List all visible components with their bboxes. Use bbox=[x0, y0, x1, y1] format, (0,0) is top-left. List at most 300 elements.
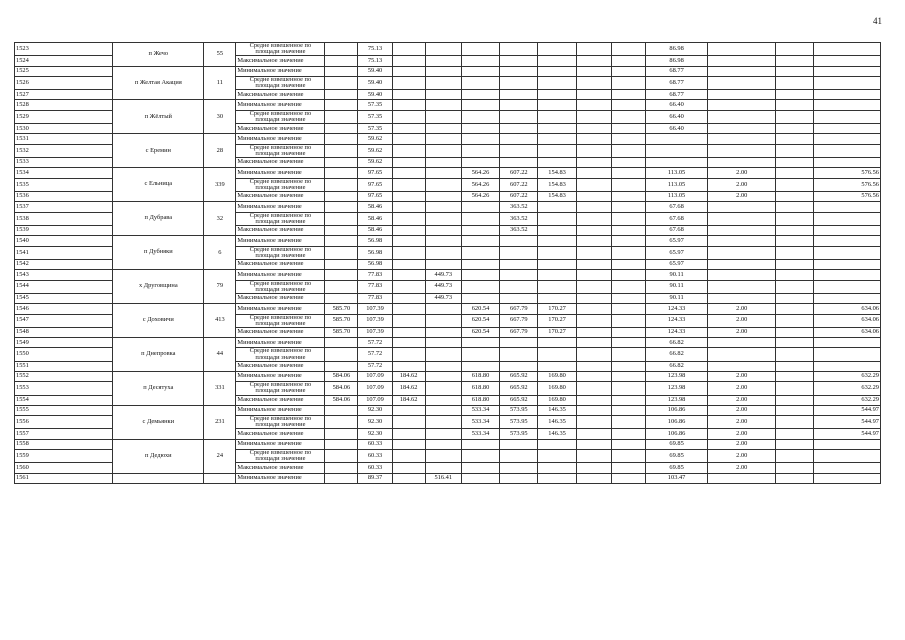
value-cell bbox=[813, 90, 880, 100]
value-cell bbox=[708, 66, 776, 76]
value-cell bbox=[813, 236, 880, 246]
value-cell bbox=[500, 90, 538, 100]
value-cell bbox=[576, 293, 611, 303]
value-cell bbox=[538, 225, 576, 235]
value-cell: 584.06 bbox=[325, 382, 358, 395]
settlement-name-cell: с Ельница bbox=[113, 168, 204, 202]
value-cell: 123.98 bbox=[646, 371, 708, 381]
value-cell bbox=[461, 76, 499, 89]
value-cell bbox=[461, 56, 499, 66]
value-cell: 57.72 bbox=[358, 348, 392, 361]
value-cell bbox=[576, 90, 611, 100]
value-cell bbox=[576, 348, 611, 361]
value-cell bbox=[576, 212, 611, 225]
value-cell bbox=[538, 90, 576, 100]
value-cell bbox=[425, 66, 461, 76]
value-cell bbox=[576, 270, 611, 280]
population-cell: 331 bbox=[204, 371, 236, 405]
value-cell: 77.83 bbox=[358, 270, 392, 280]
value-cell bbox=[611, 110, 645, 123]
population-cell: 413 bbox=[204, 304, 236, 338]
value-cell: 57.35 bbox=[358, 100, 392, 110]
value-cell bbox=[425, 429, 461, 439]
value-cell bbox=[392, 110, 425, 123]
value-cell bbox=[392, 144, 425, 157]
value-cell bbox=[425, 450, 461, 463]
table-row bbox=[15, 371, 881, 381]
value-cell bbox=[538, 202, 576, 212]
value-cell bbox=[646, 157, 708, 167]
value-cell bbox=[776, 90, 813, 100]
value-cell: 92.30 bbox=[358, 405, 392, 415]
value-cell bbox=[611, 416, 645, 429]
value-cell bbox=[776, 293, 813, 303]
value-cell bbox=[813, 338, 880, 348]
value-cell bbox=[538, 361, 576, 371]
value-cell: 59.40 bbox=[358, 66, 392, 76]
value-cell bbox=[325, 66, 358, 76]
value-cell bbox=[611, 144, 645, 157]
value-cell bbox=[500, 124, 538, 134]
row-id-cell: 1556 bbox=[15, 416, 113, 429]
value-cell: 544.97 bbox=[813, 405, 880, 415]
value-cell: 184.62 bbox=[392, 371, 425, 381]
value-cell bbox=[500, 100, 538, 110]
value-type-cell: Максимальное значение bbox=[236, 191, 325, 201]
value-cell bbox=[813, 110, 880, 123]
value-cell: 607.22 bbox=[500, 191, 538, 201]
value-type-cell: Средне взвешенное по площади значение bbox=[236, 450, 325, 463]
row-id-cell: 1538 bbox=[15, 212, 113, 225]
value-cell: 665.92 bbox=[500, 395, 538, 405]
value-cell bbox=[611, 314, 645, 327]
value-cell bbox=[325, 90, 358, 100]
value-cell bbox=[392, 259, 425, 269]
value-cell bbox=[776, 304, 813, 314]
value-cell: 107.39 bbox=[358, 327, 392, 337]
value-cell bbox=[813, 225, 880, 235]
value-cell bbox=[611, 429, 645, 439]
value-cell bbox=[776, 225, 813, 235]
row-id-cell: 1533 bbox=[15, 157, 113, 167]
value-cell: 107.39 bbox=[358, 304, 392, 314]
value-cell bbox=[708, 144, 776, 157]
value-cell: 584.06 bbox=[325, 371, 358, 381]
value-cell: 634.06 bbox=[813, 327, 880, 337]
value-cell bbox=[708, 348, 776, 361]
value-cell: 92.30 bbox=[358, 416, 392, 429]
value-cell bbox=[325, 270, 358, 280]
value-cell bbox=[611, 124, 645, 134]
value-cell bbox=[611, 304, 645, 314]
value-cell: 60.33 bbox=[358, 450, 392, 463]
value-cell: 146.35 bbox=[538, 405, 576, 415]
value-cell bbox=[708, 236, 776, 246]
value-cell bbox=[813, 157, 880, 167]
value-cell: 632.29 bbox=[813, 382, 880, 395]
value-cell: 107.39 bbox=[358, 314, 392, 327]
value-cell bbox=[325, 110, 358, 123]
value-cell bbox=[813, 348, 880, 361]
value-cell bbox=[392, 225, 425, 235]
row-id-cell: 1558 bbox=[15, 439, 113, 449]
value-cell bbox=[392, 473, 425, 483]
value-cell bbox=[813, 144, 880, 157]
value-type-cell: Средне взвешенное по площади значение bbox=[236, 382, 325, 395]
row-id-cell: 1560 bbox=[15, 463, 113, 473]
value-cell: 169.80 bbox=[538, 371, 576, 381]
value-cell bbox=[425, 191, 461, 201]
population-cell: 11 bbox=[204, 66, 236, 100]
value-cell bbox=[776, 348, 813, 361]
row-id-cell: 1528 bbox=[15, 100, 113, 110]
value-cell bbox=[500, 259, 538, 269]
row-id-cell: 1523 bbox=[15, 43, 113, 56]
value-cell bbox=[611, 236, 645, 246]
value-cell: 66.40 bbox=[646, 100, 708, 110]
value-cell bbox=[611, 191, 645, 201]
data-table bbox=[14, 42, 881, 484]
value-cell bbox=[392, 314, 425, 327]
value-type-cell: Максимальное значение bbox=[236, 293, 325, 303]
value-cell bbox=[425, 110, 461, 123]
value-cell bbox=[576, 124, 611, 134]
value-cell: 2.00 bbox=[708, 168, 776, 178]
value-cell bbox=[611, 178, 645, 191]
row-id-cell: 1550 bbox=[15, 348, 113, 361]
value-cell bbox=[325, 168, 358, 178]
value-cell: 544.97 bbox=[813, 416, 880, 429]
value-cell bbox=[325, 338, 358, 348]
value-cell bbox=[325, 293, 358, 303]
value-cell: 107.09 bbox=[358, 371, 392, 381]
value-cell bbox=[425, 259, 461, 269]
value-cell bbox=[813, 246, 880, 259]
value-cell bbox=[776, 338, 813, 348]
value-cell bbox=[813, 202, 880, 212]
value-cell bbox=[538, 270, 576, 280]
value-cell: 2.00 bbox=[708, 416, 776, 429]
value-cell: 2.00 bbox=[708, 371, 776, 381]
value-cell bbox=[538, 76, 576, 89]
value-cell bbox=[425, 212, 461, 225]
value-cell bbox=[708, 212, 776, 225]
value-cell: 632.29 bbox=[813, 395, 880, 405]
value-cell bbox=[611, 168, 645, 178]
value-cell bbox=[576, 56, 611, 66]
value-cell bbox=[776, 405, 813, 415]
value-cell bbox=[392, 236, 425, 246]
value-cell bbox=[611, 371, 645, 381]
value-cell bbox=[708, 134, 776, 144]
value-cell bbox=[392, 348, 425, 361]
value-cell bbox=[576, 395, 611, 405]
value-cell bbox=[776, 259, 813, 269]
value-cell: 564.26 bbox=[461, 191, 499, 201]
value-cell bbox=[646, 134, 708, 144]
value-cell bbox=[776, 202, 813, 212]
value-cell: 154.83 bbox=[538, 191, 576, 201]
value-cell bbox=[325, 236, 358, 246]
value-cell: 56.98 bbox=[358, 236, 392, 246]
value-cell bbox=[813, 280, 880, 293]
value-cell: 618.80 bbox=[461, 371, 499, 381]
value-cell bbox=[392, 157, 425, 167]
row-id-cell: 1553 bbox=[15, 382, 113, 395]
value-cell bbox=[392, 124, 425, 134]
table-row bbox=[15, 236, 881, 246]
value-cell bbox=[776, 416, 813, 429]
value-cell bbox=[325, 246, 358, 259]
value-cell bbox=[776, 463, 813, 473]
value-type-cell: Средне взвешенное по площади значение bbox=[236, 246, 325, 259]
value-cell bbox=[425, 361, 461, 371]
value-cell bbox=[611, 66, 645, 76]
value-cell bbox=[461, 338, 499, 348]
value-cell bbox=[813, 76, 880, 89]
settlement-name-cell: п Днепровка bbox=[113, 338, 204, 372]
value-cell bbox=[392, 191, 425, 201]
value-cell bbox=[500, 463, 538, 473]
settlement-name-cell: с Демьянки bbox=[113, 405, 204, 439]
value-cell: 123.98 bbox=[646, 382, 708, 395]
value-cell bbox=[325, 134, 358, 144]
value-cell: 124.33 bbox=[646, 304, 708, 314]
value-type-cell: Максимальное значение bbox=[236, 124, 325, 134]
value-cell bbox=[576, 202, 611, 212]
row-id-cell: 1544 bbox=[15, 280, 113, 293]
value-cell bbox=[576, 191, 611, 201]
value-cell bbox=[392, 178, 425, 191]
value-cell: 66.82 bbox=[646, 361, 708, 371]
value-cell bbox=[611, 405, 645, 415]
value-cell: 632.29 bbox=[813, 371, 880, 381]
value-type-cell: Максимальное значение bbox=[236, 259, 325, 269]
value-cell bbox=[576, 66, 611, 76]
value-cell bbox=[611, 473, 645, 483]
value-cell bbox=[392, 90, 425, 100]
value-cell bbox=[576, 405, 611, 415]
value-cell bbox=[461, 124, 499, 134]
value-cell bbox=[813, 463, 880, 473]
value-cell bbox=[461, 473, 499, 483]
row-id-cell: 1527 bbox=[15, 90, 113, 100]
value-cell bbox=[611, 100, 645, 110]
value-type-cell: Максимальное значение bbox=[236, 327, 325, 337]
value-cell bbox=[425, 178, 461, 191]
value-cell bbox=[576, 304, 611, 314]
value-cell: 66.82 bbox=[646, 338, 708, 348]
value-cell: 363.52 bbox=[500, 202, 538, 212]
value-cell bbox=[538, 259, 576, 269]
value-cell bbox=[611, 348, 645, 361]
value-cell: 184.62 bbox=[392, 395, 425, 405]
value-cell: 75.13 bbox=[358, 43, 392, 56]
value-cell bbox=[425, 168, 461, 178]
settlement-name-cell: п Желтая Акация bbox=[113, 66, 204, 100]
value-cell bbox=[325, 348, 358, 361]
value-cell bbox=[776, 56, 813, 66]
value-cell: 2.00 bbox=[708, 429, 776, 439]
value-cell bbox=[461, 157, 499, 167]
value-cell bbox=[576, 100, 611, 110]
value-cell bbox=[776, 361, 813, 371]
value-type-cell: Максимальное значение bbox=[236, 225, 325, 235]
value-cell bbox=[461, 110, 499, 123]
value-cell bbox=[813, 270, 880, 280]
value-cell: 665.92 bbox=[500, 382, 538, 395]
value-cell: 2.00 bbox=[708, 178, 776, 191]
population-cell: 24 bbox=[204, 439, 236, 473]
value-cell bbox=[461, 246, 499, 259]
value-cell bbox=[611, 293, 645, 303]
value-cell bbox=[776, 144, 813, 157]
value-cell bbox=[500, 439, 538, 449]
value-cell bbox=[461, 259, 499, 269]
value-cell bbox=[538, 144, 576, 157]
value-cell bbox=[325, 259, 358, 269]
settlement-name-cell: п Дубрава bbox=[113, 202, 204, 236]
value-cell: 533.34 bbox=[461, 429, 499, 439]
value-cell: 106.86 bbox=[646, 416, 708, 429]
value-cell bbox=[611, 439, 645, 449]
value-cell bbox=[776, 66, 813, 76]
value-cell bbox=[538, 439, 576, 449]
value-cell: 69.85 bbox=[646, 450, 708, 463]
population-cell: 28 bbox=[204, 134, 236, 168]
value-cell: 66.82 bbox=[646, 348, 708, 361]
value-cell: 2.00 bbox=[708, 327, 776, 337]
settlement-name-cell: с Доховичи bbox=[113, 304, 204, 338]
value-cell bbox=[538, 293, 576, 303]
value-cell bbox=[813, 66, 880, 76]
value-cell: 2.00 bbox=[708, 314, 776, 327]
value-cell: 618.80 bbox=[461, 395, 499, 405]
value-type-cell: Средне взвешенное по площади значение bbox=[236, 178, 325, 191]
value-cell: 449.73 bbox=[425, 280, 461, 293]
value-cell: 58.46 bbox=[358, 225, 392, 235]
value-cell: 124.33 bbox=[646, 314, 708, 327]
value-cell bbox=[708, 293, 776, 303]
value-cell: 57.72 bbox=[358, 338, 392, 348]
value-cell: 86.98 bbox=[646, 56, 708, 66]
value-type-cell: Максимальное значение bbox=[236, 395, 325, 405]
value-cell bbox=[392, 76, 425, 89]
value-cell bbox=[500, 293, 538, 303]
value-cell bbox=[611, 259, 645, 269]
row-id-cell: 1532 bbox=[15, 144, 113, 157]
value-cell bbox=[611, 382, 645, 395]
row-id-cell: 1534 bbox=[15, 168, 113, 178]
value-cell: 363.52 bbox=[500, 212, 538, 225]
row-id-cell: 1552 bbox=[15, 371, 113, 381]
value-cell bbox=[576, 178, 611, 191]
value-cell: 607.22 bbox=[500, 168, 538, 178]
value-cell: 103.47 bbox=[646, 473, 708, 483]
value-cell bbox=[425, 416, 461, 429]
value-cell bbox=[611, 56, 645, 66]
value-cell: 89.37 bbox=[358, 473, 392, 483]
value-cell: 113.05 bbox=[646, 178, 708, 191]
table-row bbox=[15, 270, 881, 280]
value-type-cell: Минимальное значение bbox=[236, 100, 325, 110]
value-cell: 169.80 bbox=[538, 382, 576, 395]
value-cell bbox=[611, 225, 645, 235]
row-id-cell: 1537 bbox=[15, 202, 113, 212]
value-cell bbox=[461, 212, 499, 225]
value-cell: 68.77 bbox=[646, 90, 708, 100]
value-cell bbox=[576, 473, 611, 483]
value-cell bbox=[425, 56, 461, 66]
value-cell bbox=[425, 100, 461, 110]
value-type-cell: Средне взвешенное по площади значение bbox=[236, 76, 325, 89]
value-cell: 585.70 bbox=[325, 314, 358, 327]
value-cell bbox=[425, 314, 461, 327]
settlement-name-cell: п Жёлтый bbox=[113, 100, 204, 134]
value-cell: 65.97 bbox=[646, 236, 708, 246]
value-cell bbox=[776, 110, 813, 123]
row-id-cell: 1524 bbox=[15, 56, 113, 66]
value-cell bbox=[708, 202, 776, 212]
value-cell bbox=[538, 100, 576, 110]
value-type-cell: Средне взвешенное по площади значение bbox=[236, 144, 325, 157]
value-cell bbox=[325, 429, 358, 439]
value-cell: 60.33 bbox=[358, 439, 392, 449]
settlement-name-cell: с Еремин bbox=[113, 134, 204, 168]
value-cell: 2.00 bbox=[708, 405, 776, 415]
row-id-cell: 1529 bbox=[15, 110, 113, 123]
value-cell: 123.98 bbox=[646, 395, 708, 405]
value-cell bbox=[576, 76, 611, 89]
row-id-cell: 1540 bbox=[15, 236, 113, 246]
value-cell bbox=[708, 100, 776, 110]
value-cell bbox=[776, 168, 813, 178]
value-cell bbox=[776, 382, 813, 395]
value-cell bbox=[813, 100, 880, 110]
value-cell bbox=[776, 134, 813, 144]
value-cell: 585.70 bbox=[325, 304, 358, 314]
value-cell bbox=[576, 327, 611, 337]
value-cell bbox=[425, 124, 461, 134]
value-cell bbox=[461, 361, 499, 371]
value-type-cell: Минимальное значение bbox=[236, 236, 325, 246]
value-cell: 667.79 bbox=[500, 314, 538, 327]
value-cell: 69.85 bbox=[646, 463, 708, 473]
value-cell bbox=[776, 236, 813, 246]
value-cell bbox=[392, 405, 425, 415]
value-cell: 68.77 bbox=[646, 66, 708, 76]
value-cell: 97.65 bbox=[358, 168, 392, 178]
value-cell bbox=[576, 134, 611, 144]
value-cell bbox=[576, 439, 611, 449]
value-cell: 59.40 bbox=[358, 90, 392, 100]
value-cell bbox=[500, 134, 538, 144]
value-cell: 2.00 bbox=[708, 382, 776, 395]
value-cell bbox=[392, 280, 425, 293]
value-cell: 449.73 bbox=[425, 270, 461, 280]
value-cell bbox=[325, 473, 358, 483]
value-cell bbox=[538, 473, 576, 483]
value-cell bbox=[708, 157, 776, 167]
value-cell bbox=[708, 361, 776, 371]
value-cell bbox=[813, 259, 880, 269]
value-cell: 56.98 bbox=[358, 246, 392, 259]
row-id-cell: 1549 bbox=[15, 338, 113, 348]
value-type-cell: Средне взвешенное по площади значение bbox=[236, 348, 325, 361]
row-id-cell: 1548 bbox=[15, 327, 113, 337]
value-cell: 2.00 bbox=[708, 191, 776, 201]
value-cell bbox=[461, 270, 499, 280]
